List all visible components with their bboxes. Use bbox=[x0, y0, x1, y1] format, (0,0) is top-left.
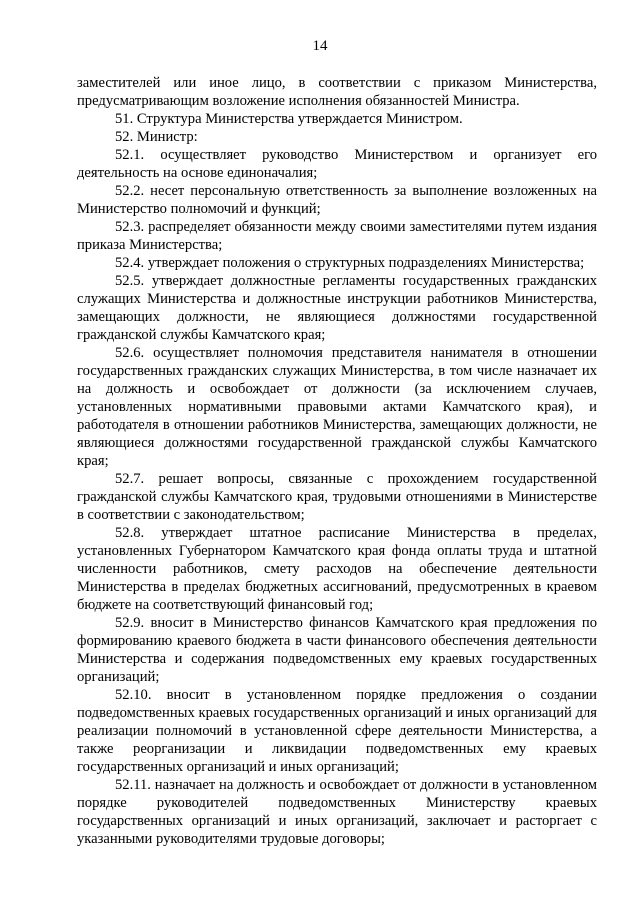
paragraph-52-3: 52.3. распределяет обязанности между своими заместителями путем издания приказа Министерства; bbox=[77, 219, 597, 253]
paragraph-continuation: заместителей или иное лицо, в соответствии с приказом Министерства, предусматривающим возложение исполнения обязанностей Министра. bbox=[77, 75, 597, 109]
paragraph-51: 51. Структура Министерства утверждается Министром. bbox=[115, 111, 463, 127]
paragraph-52-4: 52.4. утверждает положения о структурных подразделениях Министерства; bbox=[115, 255, 585, 271]
paragraph-52: 52. Министр: bbox=[115, 129, 198, 145]
paragraph-52-8: 52.8. утверждает штатное расписание Министерства в пределах, установленных Губернатором Камчатского края фонда оплаты труда и штатной численности работников, смету расходов на обеспечение деятельности Министерства в пределах бюджетных ассигнований, предусмотренных в краевом бюджете на соответствующий финансовый год; bbox=[77, 525, 597, 613]
page-number: 14 bbox=[312, 38, 328, 54]
paragraph-52-9: 52.9. вносит в Министерство финансов Камчатского края предложения по формированию краевого бюджета в части финансового обеспечения деятельности Министерства и содержания подведомственных ему краевых государственных организаций; bbox=[77, 615, 597, 685]
paragraph-52-10: 52.10. вносит в установленном порядке предложения о создании подведомственных краевых государственных организаций и иных организаций для реализации полномочий в установленной сфере деятельности Министерства, а также реорганизации и ликвидации подведомственных ему краевых государственных организаций и иных организаций; bbox=[77, 687, 597, 775]
paragraph-52-11: 52.11. назначает на должность и освобождает от должности в установленном порядке руководителей подведомственных Министерству краевых государственных организаций и иных организаций, заключает и расторгает с указанными руководителями трудовые договоры; bbox=[77, 777, 597, 847]
paragraph-52-6: 52.6. осуществляет полномочия представителя нанимателя в отношении государственных гражданских служащих Министерства, в том числе назначает их на должность и освобождает от должности (за исключением случаев, установленных нормативными правовыми актами Камчатского края), и работодателя в отношении работников Министерства, замещающих должности, не являющиеся должностями государственной гражданской службы Камчатского края; bbox=[77, 345, 597, 469]
paragraph-52-7: 52.7. решает вопросы, связанные с прохождением государственной гражданской службы Камчатского края, трудовыми отношениями в Министерстве в соответствии с законодательством; bbox=[77, 471, 597, 523]
document-body bbox=[77, 74, 597, 848]
paragraph-52-2: 52.2. несет персональную ответственность за выполнение возложенных на Министерство полномочий и функций; bbox=[77, 183, 597, 217]
paragraph-52-5: 52.5. утверждает должностные регламенты государственных гражданских служащих Министерства и должностные инструкции работников Министерства, замещающих должности, не являющиеся должностями государственной гражданской службы Камчатского края; bbox=[77, 273, 597, 343]
paragraph-52-1: 52.1. осуществляет руководство Министерством и организует его деятельность на основе единоначалия; bbox=[77, 147, 597, 181]
